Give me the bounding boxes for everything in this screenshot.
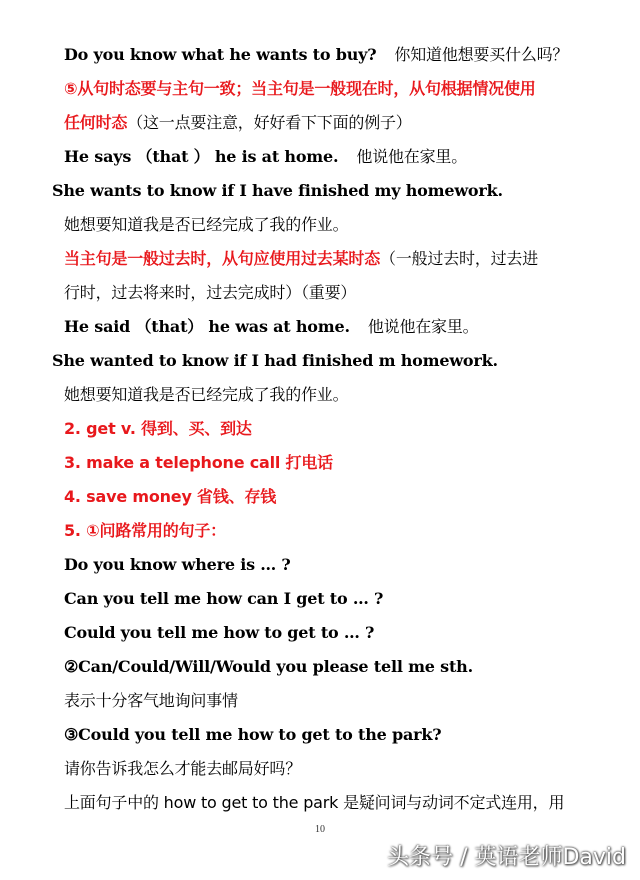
english-sentence: He said （that） he was at home. (64, 317, 350, 336)
section-5-heading: 5. ①问路常用的句子： (64, 521, 226, 540)
chinese-translation: 他说他在家里。 (356, 147, 468, 166)
english-sentence: Do you know what he wants to buy? (64, 45, 377, 64)
watermark: 头条号 / 英语老师David (387, 845, 626, 870)
example-park-translation: 请你告诉我怎么才能去邮局好吗？ (64, 759, 302, 778)
rule-note: （一般过去时，过去进 (380, 249, 539, 268)
chinese-translation: 他说他在家里。 (367, 317, 479, 336)
example-present-sentence: She wants to know if I have finished my homework. (52, 181, 503, 200)
rule-keyword: 任何时态 (64, 113, 128, 132)
chinese-translation: 你知道他想要买什么吗？ (394, 45, 569, 64)
polite-request-note: 表示十分客气地询问事情 (64, 691, 238, 710)
example-past-translation: 她想要知道我是否已经完成了我的作业。 (64, 385, 349, 404)
example-present-line (64, 146, 467, 168)
rule-5-continuation (64, 112, 412, 134)
rule-keyword: 当主句是一般过去时，从句应使用过去某时态 (64, 249, 381, 268)
vocab-item-telephone: 3. make a telephone call 打电话 (64, 453, 333, 472)
english-sentence: He says （that ） he is at home. (64, 147, 339, 166)
example-past-line (64, 316, 478, 338)
rule-past-continuation: 行时，过去将来时，过去完成时）（重要） (64, 283, 357, 302)
direction-sentence-2: Can you tell me how can I get to … ? (64, 589, 384, 608)
vocab-item-get: 2. get v. 得到、买、到达 (64, 419, 252, 438)
vocab-item-save-money: 4. save money 省钱、存钱 (64, 487, 277, 506)
polite-request-pattern: ②Can/Could/Will/Would you please tell me sth. (64, 657, 473, 676)
direction-sentence-1: Do you know where is … ? (64, 555, 291, 574)
example-past-sentence: She wanted to know if I had finished m homework. (52, 351, 498, 370)
rule-5-heading: ⑤从句时态要与主句一致；当主句是一般现在时，从句根据情况使用 (64, 79, 536, 98)
direction-sentence-3: Could you tell me how to get to … ? (64, 623, 375, 642)
example-present-translation: 她想要知道我是否已经完成了我的作业。 (64, 215, 349, 234)
rule-past-heading (64, 248, 538, 270)
example-park-question: ③Could you tell me how to get to the park? (64, 725, 442, 744)
explanation-line: 上面句子中的 how to get to the park 是疑问词与动词不定式连用，用 (64, 793, 565, 812)
page-number: 10 (315, 824, 325, 835)
rule-note: （这一点要注意，好好看下下面的例子） (127, 113, 412, 132)
example-question-line (64, 44, 568, 66)
